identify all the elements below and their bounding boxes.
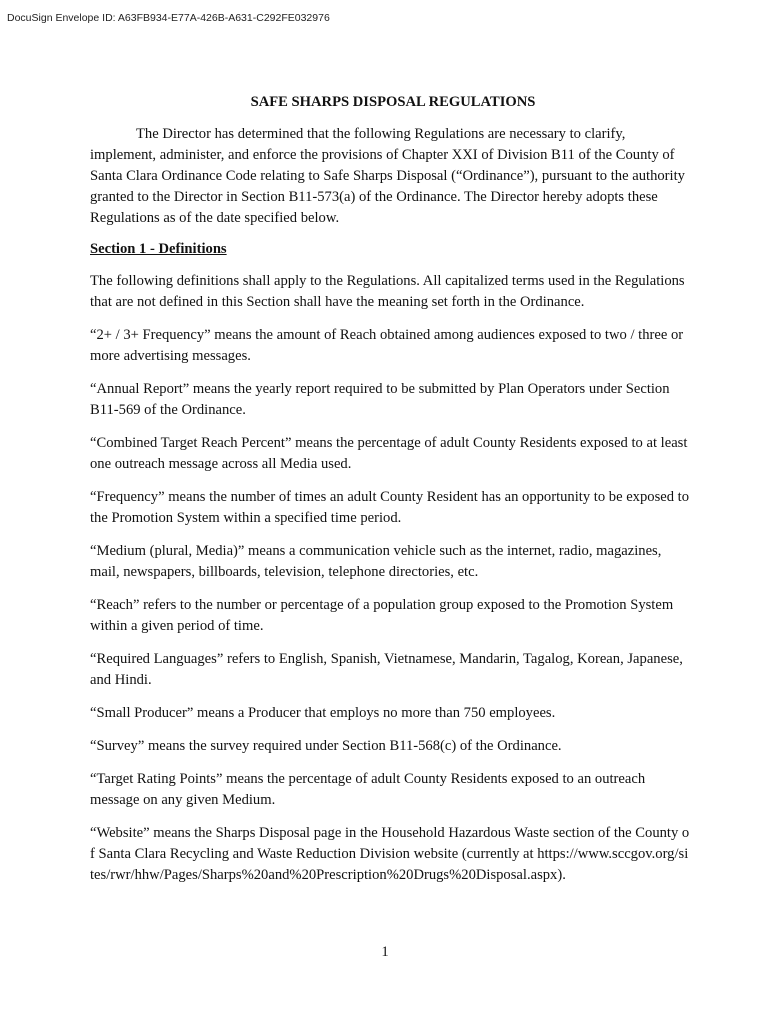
section-heading: Section 1 - Definitions [90, 241, 227, 257]
definition-item: “Medium (plural, Media)” means a communication vehicle such as the internet, radio, magazines, mail, newspapers, billboards, television, telephone directories, etc. [90, 543, 662, 580]
definition-item: “Annual Report” means the yearly report required to be submitted by Plan Operators under Section B11-569 of the Ordinance. [90, 381, 670, 418]
definition-item: “Combined Target Reach Percent” means the percentage of adult County Residents exposed to at least one outreach message across all Media used. [90, 435, 688, 472]
definition-item: “2+ / 3+ Frequency” means the amount of Reach obtained among audiences exposed to two / three or more advertising messages. [90, 327, 684, 364]
docusign-envelope-id: DocuSign Envelope ID: A63FB934-E77A-426B-A631-C292FE032976 [7, 12, 330, 24]
page-number: 1 [381, 944, 389, 960]
document-page [90, 92, 690, 898]
definition-item: “Target Rating Points” means the percentage of adult County Residents exposed to an outreach message on any given Medium. [90, 771, 646, 808]
definition-item-website: “Website” means the Sharps Disposal page in the Household Hazardous Waste section of the County of Santa Clara Recycling and Waste Reduction Division website (currently at https://www.sccgov.org/sites/rwr/hhw/Pages/Sharps%20and%20Prescription%20Drugs%20Disposal.aspx). [90, 825, 690, 883]
definition-item: “Required Languages” refers to English, Spanish, Vietnamese, Mandarin, Tagalog, Korean, Japanese, and Hindi. [90, 651, 683, 688]
definition-item: “Frequency” means the number of times an adult County Resident has an opportunity to be exposed to the Promotion System within a specified time period. [90, 489, 690, 526]
definitions-intro: The following definitions shall apply to the Regulations. All capitalized terms used in the Regulations that are not defined in this Section shall have the meaning set forth in the Ordinance. [90, 273, 685, 310]
document-title: SAFE SHARPS DISPOSAL REGULATIONS [250, 94, 536, 110]
definition-item: “Small Producer” means a Producer that employs no more than 750 employees. [90, 705, 556, 721]
intro-paragraph: The Director has determined that the following Regulations are necessary to clarify, implement, administer, and enforce the provisions of Chapter XXI of Division B11 of the County of Santa Clara Ordinance Code relating to Safe Sharps Disposal (“Ordinance”), pursuant to the authority granted to the Director in Section B11-573(a) of the Ordinance. The Director hereby adopts these Regulations as of the date specified below. [90, 126, 685, 226]
definition-item: “Reach” refers to the number or percentage of a population group exposed to the Promotion System within a given period of time. [90, 597, 674, 634]
definition-item: “Survey” means the survey required under Section B11-568(c) of the Ordinance. [90, 738, 562, 754]
